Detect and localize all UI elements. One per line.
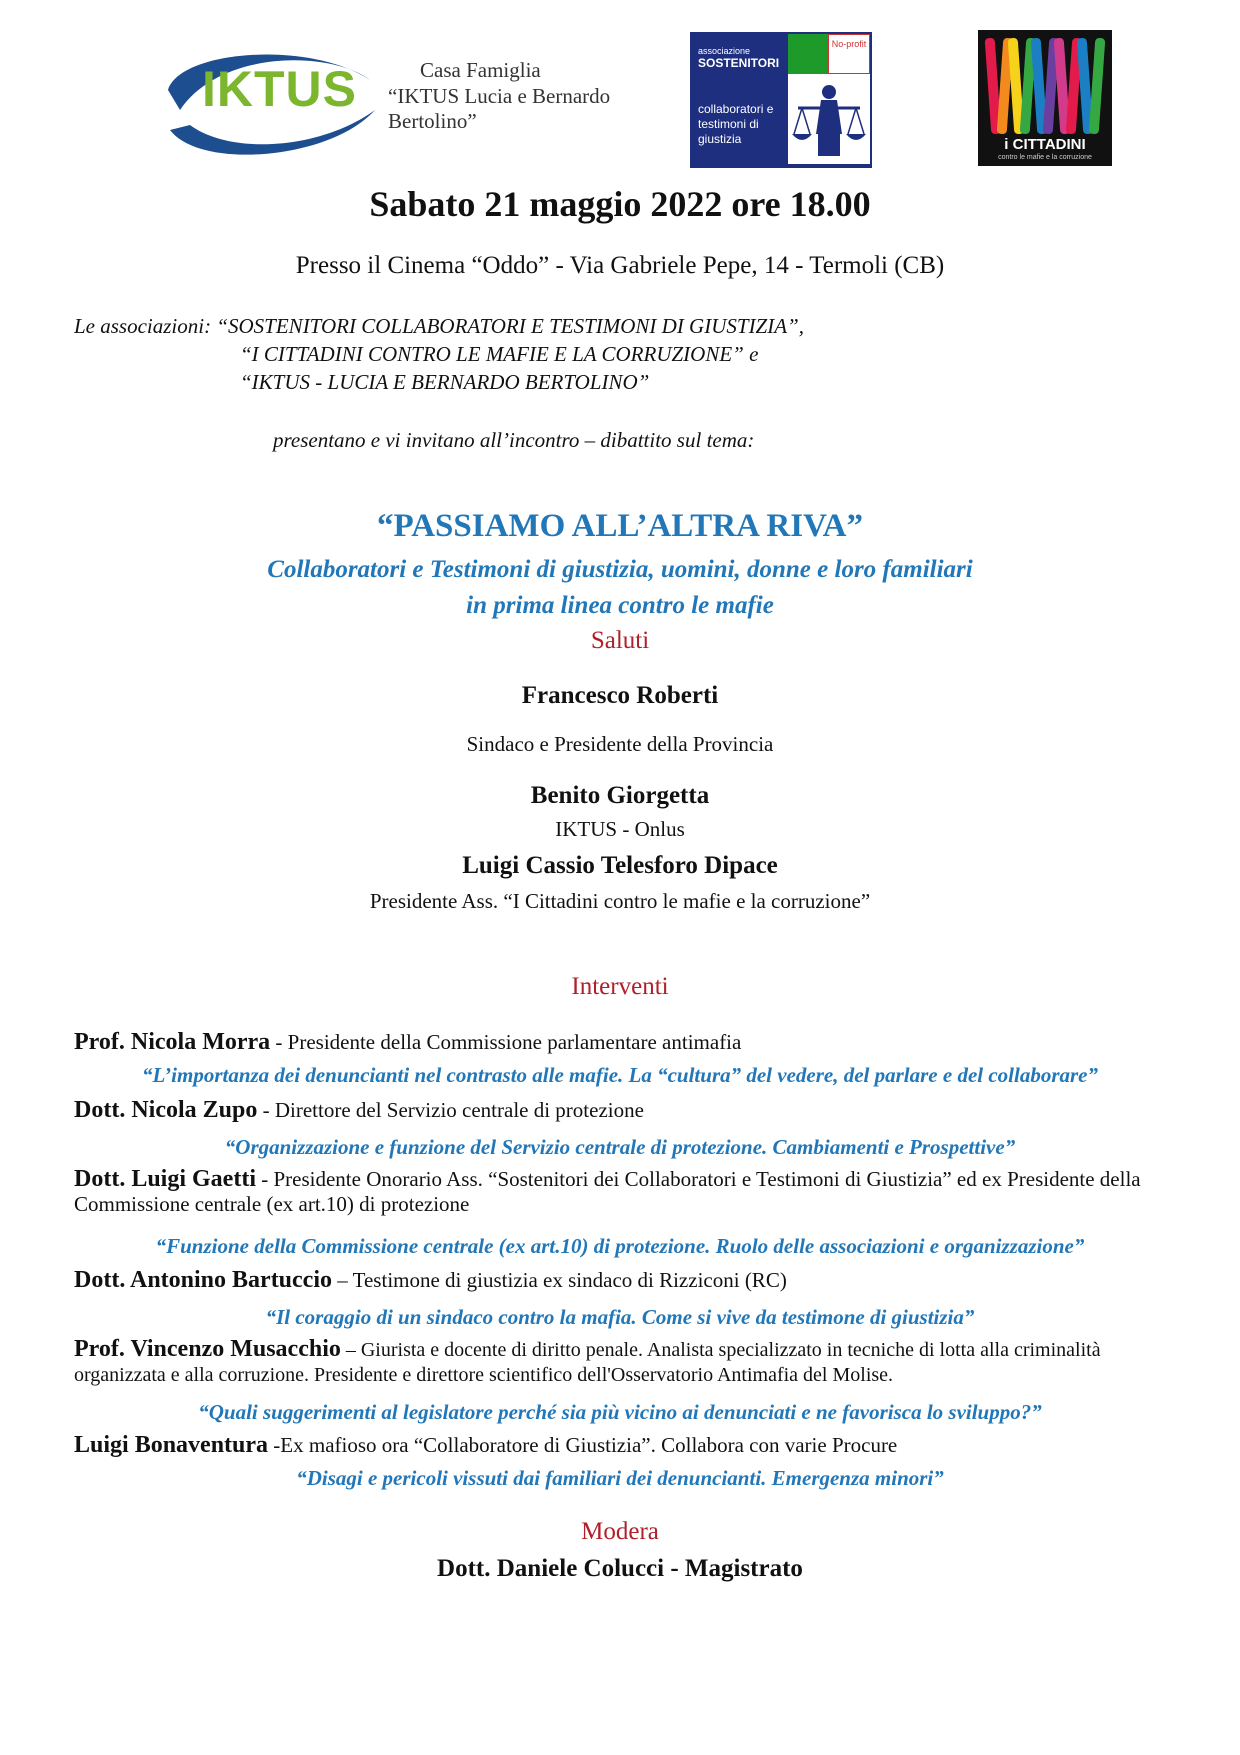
associations-line1: Le associazioni: “SOSTENITORI COLLABORATORI E TESTIMONI DI GIUSTIZIA”, (74, 314, 804, 338)
theme-subtitle-1: Collaboratori e Testimoni di giustizia, uomini, donne e loro familiari (267, 556, 973, 583)
saluti-name: Benito Giorgetta (530, 782, 710, 809)
speaker-line (74, 1098, 1184, 1123)
speaker-role: Testimone di giustizia ex sindaco di Rizziconi (RC) (352, 1268, 787, 1292)
scales-of-justice-icon (788, 74, 870, 164)
iktus-wordmark: IKTUS (202, 61, 357, 117)
speaker-name: Dott. Nicola Zupo (74, 1097, 258, 1123)
speaker-sep: – (332, 1268, 353, 1292)
speaker-line (74, 1268, 1184, 1293)
saluti-name: Francesco Roberti (521, 682, 719, 709)
speaker-role: Giurista e docente di diritto penale. Analista specializzato in tecniche di lotta alla criminalità organizzata e alla corruzione. Presidente e direttore scientifico dell'Osservatorio Antimafia del Molise. (74, 1339, 1101, 1386)
iktus-logo (160, 40, 620, 160)
talk-title: “Funzione della Commissione centrale (ex art.10) di protezione. Ruolo delle associazioni e organizzazione” (155, 1234, 1085, 1258)
speaker-name: Prof. Vincenzo Musacchio (74, 1336, 341, 1362)
cittadini-stripe (1088, 38, 1105, 134)
saluti-role: IKTUS - Onlus (555, 817, 685, 841)
sostenitori-assoc: associazione (698, 46, 751, 56)
talk-title: “Disagi e pericoli vissuti dai familiari dei denuncianti. Emergenza minori” (296, 1466, 944, 1490)
talk-title: “Organizzazione e funzione del Servizio centrale di protezione. Cambiamenti e Prospettive” (224, 1135, 1016, 1159)
modera-heading: Modera (581, 1518, 659, 1545)
sostenitori-name: SOSTENITORI (698, 56, 780, 70)
saluti-role: Sindaco e Presidente della Provincia (466, 732, 774, 756)
speaker-role: Presidente della Commissione parlamentare antimafia (287, 1030, 742, 1054)
sostenitori-tagline: collaboratori e testimoni di giustizia (698, 102, 774, 146)
speaker-line (74, 1433, 1184, 1458)
talk-title: “Il coraggio di un sindaco contro la mafia. Come si vive da testimone di giustizia” (265, 1305, 975, 1329)
talk-title: “L’importanza dei denuncianti nel contrasto alle mafie. La “cultura” del vedere, del parlare e del collaborare” (141, 1063, 1099, 1087)
speaker-name: Dott. Antonino Bartuccio (74, 1267, 332, 1293)
cittadini-logo (978, 30, 1112, 166)
cittadini-name: i CITTADINI (1004, 136, 1086, 153)
speaker-sep: - (257, 1098, 275, 1122)
cittadini-tagline: contro le mafie e la corruzione (998, 154, 1092, 161)
saluti-role: Presidente Ass. “I Cittadini contro le mafie e la corruzione” (369, 889, 871, 913)
speaker-sep: – (340, 1339, 361, 1361)
theme-subtitle-2: in prima linea contro le mafie (466, 592, 774, 619)
talk-title: “Quali suggerimenti al legislatore perché sia più vicino ai denunciati e ne favorisca lo sviluppo?” (198, 1400, 1042, 1424)
associations-line3: “IKTUS - LUCIA E BERNARDO BERTOLINO” (240, 370, 650, 394)
speaker-line (74, 1167, 1184, 1217)
iktus-line2: “IKTUS Lucia e Bernardo Bertolino” (388, 84, 611, 133)
saluti-heading: Saluti (590, 627, 650, 654)
speaker-sep: - (270, 1030, 288, 1054)
event-venue: Presso il Cinema “Oddo” - Via Gabriele Pepe, 14 - Termoli (CB) (295, 252, 945, 279)
sostenitori-logo (690, 32, 872, 168)
noprofit-label: No-profit (828, 34, 870, 74)
associations-line2: “I CITTADINI CONTRO LE MAFIE E LA CORRUZIONE” e (240, 342, 759, 366)
speaker-role: Direttore del Servizio centrale di protezione (274, 1098, 644, 1122)
speaker-role: Ex mafioso ora “Collaboratore di Giustizia”. Collabora con varie Procure (280, 1433, 898, 1457)
iktus-line1: Casa Famiglia (420, 58, 541, 82)
event-date: Sabato 21 maggio 2022 ore 18.00 (369, 184, 871, 224)
interventi-heading: Interventi (571, 973, 669, 1000)
speaker-role: Presidente Onorario Ass. “Sostenitori dei Collaboratori e Testimoni di Giustizia” ed ex Presidente della Commissione centrale (ex art.10) di protezione (74, 1167, 1141, 1216)
speaker-name: Dott. Luigi Gaetti (74, 1166, 256, 1192)
presentation-line: presentano e vi invitano all’incontro – dibattito sul tema: (273, 428, 755, 452)
saluti-name: Luigi Cassio Telesforo Dipace (462, 852, 778, 879)
speaker-line (74, 1337, 1184, 1388)
theme-title: “PASSIAMO ALL’ALTRA RIVA” (377, 508, 863, 544)
speaker-sep: - (255, 1167, 274, 1191)
speaker-sep: - (268, 1433, 281, 1457)
speaker-name: Prof. Nicola Morra (74, 1029, 271, 1055)
speaker-line (74, 1030, 1184, 1055)
speaker-name: Luigi Bonaventura (74, 1432, 269, 1458)
moderator-name: Dott. Daniele Colucci - Magistrato (437, 1555, 803, 1582)
